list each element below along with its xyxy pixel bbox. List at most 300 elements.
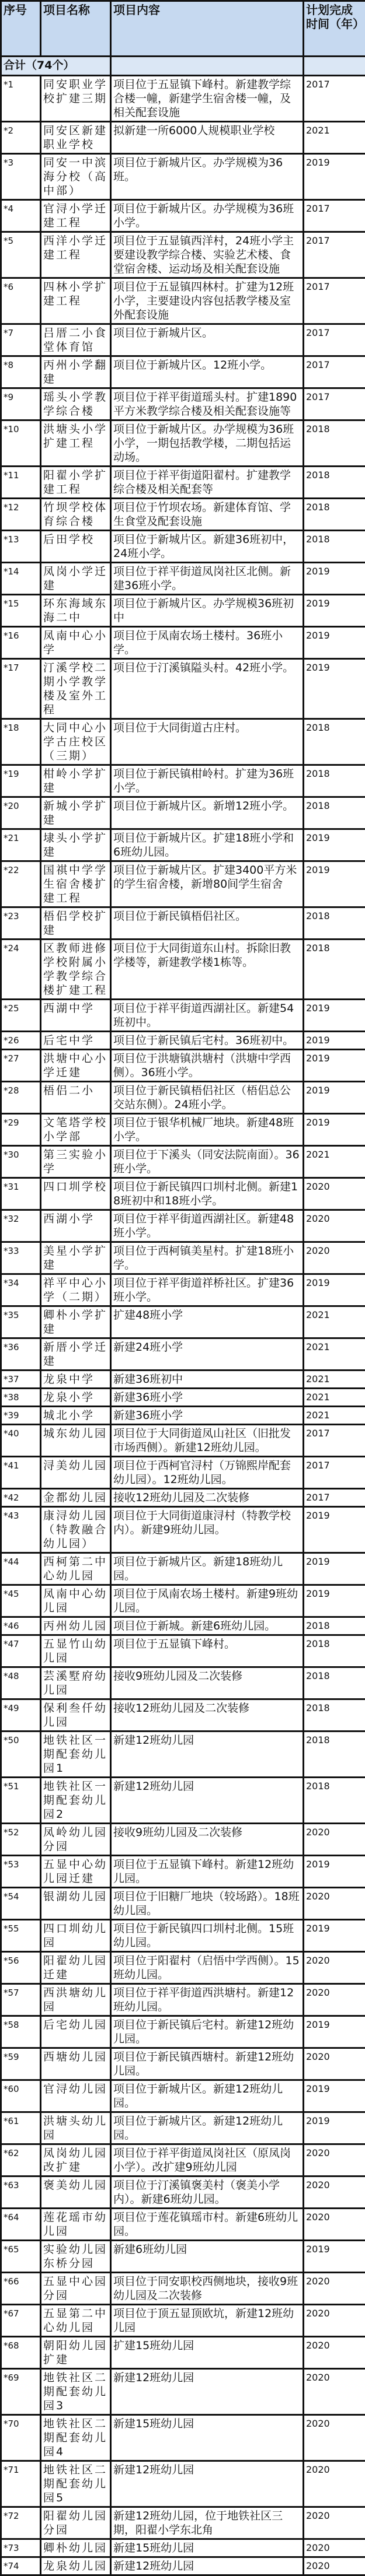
table-row <box>1 1984 365 2016</box>
cell-name: 莲花瑶市幼儿园 <box>41 2209 111 2241</box>
cell-content: 项目位于新城片区。新建12班幼儿园。 <box>111 2080 304 2112</box>
cell-no: *58 <box>1 2016 41 2048</box>
table-row <box>1 2273 365 2305</box>
table-row <box>1 1274 365 1306</box>
cell-year: 2020 <box>304 2507 365 2539</box>
cell-name: 西湖小学 <box>41 1210 111 1242</box>
cell-content: 项目位于祥平街道西湖社区。新建54班初中。 <box>111 1000 304 1032</box>
cell-name: 银湖幼儿园 <box>41 1888 111 1920</box>
cell-name: 环东海域东海二中 <box>41 595 111 627</box>
cell-no: *36 <box>1 1338 41 1371</box>
cell-name: 丙州小学翻建 <box>41 356 111 388</box>
cell-name: 四口圳幼儿园 <box>41 1920 111 1952</box>
cell-year: 2019 <box>304 1000 365 1032</box>
cell-year: 2020 <box>304 1178 365 1210</box>
cell-content: 项目位于五显镇四林村。扩建为12班小学，主要建设内容包括教学楼及室外配套设施 <box>111 278 304 324</box>
table-row <box>1 1082 365 1114</box>
cell-content: 新建12班幼儿园 <box>111 2369 304 2415</box>
table-row <box>1 1371 365 1389</box>
table-row <box>1 829 365 861</box>
cell-content: 项目位于祥平街道瑶头村。扩建1890平方米教学综合楼及相关配套设施等 <box>111 388 304 420</box>
cell-content: 接收12班幼儿园及二次装修 <box>111 1489 304 1507</box>
cell-year: 2019 <box>304 1553 365 1585</box>
table-row <box>1 2369 365 2415</box>
table-row <box>1 907 365 940</box>
table-row <box>1 2241 365 2273</box>
cell-no: *64 <box>1 2209 41 2241</box>
table-row <box>1 1032 365 1050</box>
cell-year: 2021 <box>304 1407 365 1425</box>
cell-no: *73 <box>1 2539 41 2557</box>
cell-no: *49 <box>1 1699 41 1732</box>
cell-year: 2017 <box>304 232 365 278</box>
cell-year: 2021 <box>304 1371 365 1389</box>
cell-content: 项目位于阳翟村（启悟中学西侧）。15班幼儿园。 <box>111 1952 304 1984</box>
cell-no: *7 <box>1 324 41 356</box>
cell-year: 2020 <box>304 2461 365 2507</box>
cell-year: 2019 <box>304 2112 365 2144</box>
cell-name: 柑岭小学扩建 <box>41 765 111 797</box>
cell-year: 2020 <box>304 2557 365 2575</box>
cell-content: 项目位于新城片区。办学规模为36班小学。 <box>111 200 304 232</box>
table-row <box>1 154 365 200</box>
cell-name: 阳翟小学扩建工程 <box>41 467 111 499</box>
cell-name: 同安一中滨海分校（高中部） <box>41 154 111 200</box>
cell-content: 项目位于新城片区。12班小学。 <box>111 356 304 388</box>
cell-content: 新建36班初中 <box>111 1371 304 1389</box>
cell-name: 褒美幼儿园 <box>41 2177 111 2209</box>
cell-year: 2019 <box>304 829 365 861</box>
cell-year: 2019 <box>304 1114 365 1146</box>
cell-content: 新建12班幼儿园，位于地铁社区三期，阳翟小学东北角 <box>111 2507 304 2539</box>
cell-content: 项目位于西柯镇美星村。扩建18班小学。 <box>111 1242 304 1274</box>
cell-no: *32 <box>1 1210 41 1242</box>
cell-name: 凤南中心幼儿园 <box>41 1585 111 1617</box>
cell-name: 大同中心小学古庄校区（三期） <box>41 719 111 765</box>
cell-name: 地铁社区二期配套幼儿园5 <box>41 2461 111 2507</box>
cell-no: *44 <box>1 1553 41 1585</box>
cell-name: 新厝小学迁建 <box>41 1338 111 1371</box>
cell-content: 新建36班小学 <box>111 1407 304 1425</box>
cell-content: 项目位于竹坝农场。新建体育馆、学生食堂及配套设施 <box>111 499 304 531</box>
cell-no: *67 <box>1 2305 41 2337</box>
table-row <box>1 2507 365 2539</box>
cell-year: 2017 <box>304 1425 365 1457</box>
cell-year: 2019 <box>304 1585 365 1617</box>
cell-no: *15 <box>1 595 41 627</box>
table-body <box>1 57 365 2575</box>
cell-year: 2019 <box>304 861 365 907</box>
cell-content: 项目位于银华机械厂地块。新建48班小学。 <box>111 1114 304 1146</box>
cell-no: *25 <box>1 1000 41 1032</box>
cell-name: 芸溪墅府幼儿园 <box>41 1667 111 1699</box>
cell-no: *20 <box>1 797 41 829</box>
cell-name: 洪塘中心小学迁建 <box>41 1050 111 1082</box>
cell-name: 后宅幼儿园 <box>41 2016 111 2048</box>
total-year <box>304 57 365 76</box>
cell-year: 2020 <box>304 2273 365 2305</box>
cell-no: *54 <box>1 1888 41 1920</box>
cell-year: 2018 <box>304 531 365 563</box>
cell-no: *69 <box>1 2369 41 2415</box>
cell-no: *70 <box>1 2415 41 2461</box>
cell-content: 项目位于凤南农场土楼村。36班小学。 <box>111 627 304 659</box>
cell-year: 2020 <box>304 2048 365 2080</box>
table-row <box>1 388 365 420</box>
table-row <box>1 200 365 232</box>
cell-name: 后田学校 <box>41 531 111 563</box>
table-row <box>1 1732 365 1778</box>
table-row <box>1 278 365 324</box>
cell-content: 项目位于新民镇梧侣社区（梧侣总公交站东侧）。24班小学。 <box>111 1082 304 1114</box>
table-row <box>1 499 365 531</box>
table-row <box>1 356 365 388</box>
cell-no: *27 <box>1 1050 41 1082</box>
table-row <box>1 2112 365 2144</box>
cell-name: 五显中心园分园 <box>41 2273 111 2305</box>
cell-content: 项目位于新城片区。扩建18班小学和6班幼儿园。 <box>111 829 304 861</box>
table-row <box>1 531 365 563</box>
cell-content: 项目位于旧糖厂地块（较场路）。18班幼儿园。 <box>111 1888 304 1920</box>
cell-no: *29 <box>1 1114 41 1146</box>
cell-content: 项目位于新民镇柑岭村。扩建为36班小学。 <box>111 765 304 797</box>
table-row <box>1 232 365 278</box>
total-label: 合计（74个） <box>1 57 111 76</box>
cell-year: 2019 <box>304 1856 365 1888</box>
total-content <box>111 57 304 76</box>
cell-year: 2018 <box>304 499 365 531</box>
cell-no: *2 <box>1 122 41 154</box>
cell-no: *17 <box>1 659 41 719</box>
cell-content: 项目位于新城片区。办学规模为36班。 <box>111 154 304 200</box>
cell-content: 项目位于新民镇四口圳村北侧。新建18班初中和18班小学。 <box>111 1178 304 1210</box>
cell-content: 项目位于汀溪镇隘头村。42班小学。 <box>111 659 304 719</box>
cell-no: *66 <box>1 2273 41 2305</box>
cell-name: 四林小学扩建工程 <box>41 278 111 324</box>
cell-name: 五显第二中心幼儿园 <box>41 2305 111 2337</box>
cell-year: 2017 <box>304 76 365 122</box>
cell-no: *30 <box>1 1146 41 1178</box>
cell-year: 2021 <box>304 1389 365 1407</box>
cell-name: 同安区新建职业学校 <box>41 122 111 154</box>
cell-no: *16 <box>1 627 41 659</box>
cell-name: 官浔幼儿园 <box>41 2080 111 2112</box>
table-row <box>1 940 365 1000</box>
cell-no: *62 <box>1 2144 41 2177</box>
cell-name: 龙泉小学 <box>41 1389 111 1407</box>
cell-name: 同安职业学校扩建三期 <box>41 76 111 122</box>
cell-content: 项目位于祥平街道凤岗社区（原凤岗小学）。改扩建9班幼儿园 <box>111 2144 304 2177</box>
cell-name: 汀溪学校二期小学教学楼及室外工程 <box>41 659 111 719</box>
cell-name: 地铁社区一期配套幼儿园1 <box>41 1732 111 1778</box>
cell-content: 项目位于同安职校西侧地块，接收9班幼儿园及二次装修 <box>111 2273 304 2305</box>
table-row <box>1 2539 365 2557</box>
cell-content: 项目位于新民镇梧侣社区。 <box>111 907 304 940</box>
cell-no: *41 <box>1 1457 41 1489</box>
table-row <box>1 627 365 659</box>
cell-year: 2019 <box>304 563 365 595</box>
cell-no: *74 <box>1 2557 41 2575</box>
table-row <box>1 2080 365 2112</box>
table-row <box>1 1389 365 1407</box>
cell-year: 2021 <box>304 1306 365 1338</box>
table-row <box>1 1856 365 1888</box>
cell-year: 2018 <box>304 1617 365 1635</box>
cell-no: *1 <box>1 76 41 122</box>
cell-no: *18 <box>1 719 41 765</box>
cell-no: *45 <box>1 1585 41 1617</box>
cell-content: 新建24班小学 <box>111 1338 304 1371</box>
cell-content: 项目位于新城片区。新增12班小学。 <box>111 797 304 829</box>
cell-content: 新建12班幼儿园 <box>111 1732 304 1778</box>
cell-no: *14 <box>1 563 41 595</box>
cell-name: 美星小学扩建 <box>41 1242 111 1274</box>
cell-name: 丙州幼儿园 <box>41 1617 111 1635</box>
table-row <box>1 2144 365 2177</box>
table-row <box>1 595 365 627</box>
cell-name: 吕厝二小食堂体育馆 <box>41 324 111 356</box>
cell-year: 2020 <box>304 1952 365 1984</box>
cell-no: *8 <box>1 356 41 388</box>
cell-name: 官浔小学迁建工程 <box>41 200 111 232</box>
cell-content: 项目位于新城片区。新建12班幼儿园。 <box>111 2112 304 2144</box>
cell-name: 国祺中学学生宿舍楼扩建工程 <box>41 861 111 907</box>
cell-name: 区教师进修学校附属小学教学综合楼扩建工程 <box>41 940 111 1000</box>
cell-no: *68 <box>1 2337 41 2369</box>
cell-content: 项目位于新城片区。新建18班幼儿园。 <box>111 1553 304 1585</box>
cell-year: 2019 <box>304 659 365 719</box>
cell-name: 地铁社区一期配套幼儿园2 <box>41 1778 111 1824</box>
table-row <box>1 659 365 719</box>
cell-year: 2019 <box>304 1050 365 1082</box>
cell-year: 2020 <box>304 2415 365 2461</box>
cell-no: *51 <box>1 1778 41 1824</box>
cell-year: 2018 <box>304 1635 365 1667</box>
cell-name: 实验幼儿园东桥分园 <box>41 2241 111 2273</box>
cell-name: 地铁社区二期配套幼儿园4 <box>41 2415 111 2461</box>
cell-content: 扩建48班小学 <box>111 1306 304 1338</box>
table-row <box>1 563 365 595</box>
table-row <box>1 1553 365 1585</box>
cell-no: *9 <box>1 388 41 420</box>
table-row <box>1 2016 365 2048</box>
cell-content: 项目位于五显镇下峰村。 <box>111 1635 304 1667</box>
cell-no: *56 <box>1 1952 41 1984</box>
cell-no: *37 <box>1 1371 41 1389</box>
cell-name: 瑶头小学教学综合楼 <box>41 388 111 420</box>
cell-content: 新建36班小学 <box>111 1389 304 1407</box>
cell-name: 西洪塘幼儿园 <box>41 1984 111 2016</box>
cell-year: 2019 <box>304 627 365 659</box>
cell-name: 西湖中学 <box>41 1000 111 1032</box>
cell-no: *53 <box>1 1856 41 1888</box>
cell-no: *65 <box>1 2241 41 2273</box>
cell-content: 扩建15班幼儿园 <box>111 2337 304 2369</box>
cell-year: 2017 <box>304 1457 365 1489</box>
cell-year: 2019 <box>304 1082 365 1114</box>
cell-content: 新建15班幼儿园 <box>111 2539 304 2557</box>
cell-no: *24 <box>1 940 41 1000</box>
cell-name: 保利叁仟幼儿园 <box>41 1699 111 1732</box>
cell-content: 项目位于西柯官浔村（万锦熙岸配套幼儿园）。12班幼儿园。 <box>111 1457 304 1489</box>
cell-name: 五显竹山幼儿园 <box>41 1635 111 1667</box>
cell-name: 埭头小学扩建 <box>41 829 111 861</box>
cell-no: *60 <box>1 2080 41 2112</box>
cell-content: 项目位于大同街道康浔村（特教学校内）。新建9班幼儿园。 <box>111 1507 304 1553</box>
cell-year: 2020 <box>304 1242 365 1274</box>
cell-content: 项目位于祥平街道西洪塘村。新建12班幼儿园。 <box>111 1984 304 2016</box>
cell-year: 2020 <box>304 2369 365 2415</box>
table-row <box>1 1242 365 1274</box>
cell-no: *3 <box>1 154 41 200</box>
cell-content: 项目位于新城片区。 <box>111 324 304 356</box>
cell-no: *19 <box>1 765 41 797</box>
table-row <box>1 122 365 154</box>
table-row <box>1 1699 365 1732</box>
cell-name: 西洋小学迁建工程 <box>41 232 111 278</box>
cell-no: *34 <box>1 1274 41 1306</box>
cell-content: 项目位于新民镇后宅村。新建12班幼儿园。 <box>111 2016 304 2048</box>
cell-content: 项目位于凤南农场土楼村。新建9班幼儿园。 <box>111 1585 304 1617</box>
cell-content: 项目位于莲花镇瑶市村。新建6班幼儿园。 <box>111 2209 304 2241</box>
cell-name: 后宅中学 <box>41 1032 111 1050</box>
cell-year: 2021 <box>304 1338 365 1371</box>
cell-content: 项目位于新城。新建6班幼儿园。 <box>111 1617 304 1635</box>
cell-no: *43 <box>1 1507 41 1553</box>
cell-year: 2019 <box>304 2016 365 2048</box>
cell-year: 2018 <box>304 719 365 765</box>
cell-year: 2019 <box>304 595 365 627</box>
cell-no: *61 <box>1 2112 41 2144</box>
cell-content: 项目位于新城片区。办学规模36班初中 <box>111 595 304 627</box>
cell-year: 2020 <box>304 1888 365 1920</box>
cell-year: 2020 <box>304 2177 365 2209</box>
cell-name: 西塘幼儿园 <box>41 2048 111 2080</box>
cell-no: *46 <box>1 1617 41 1635</box>
cell-content: 项目位于新民镇西塘村。新建12班幼儿园。 <box>111 2048 304 2080</box>
header-no: 序号 <box>1 1 41 57</box>
table-row <box>1 765 365 797</box>
table-row <box>1 1000 365 1032</box>
cell-name: 城北小学 <box>41 1407 111 1425</box>
cell-content: 项目位于下溪头（同安法院南面）。36班小学。 <box>111 1146 304 1178</box>
cell-year: 2017 <box>304 388 365 420</box>
cell-name: 五显中心幼儿园迁建 <box>41 1856 111 1888</box>
table-row <box>1 2209 365 2241</box>
cell-name: 四口圳学校 <box>41 1178 111 1210</box>
cell-content: 项目位于新民镇后宅村。36班初中。 <box>111 1032 304 1050</box>
cell-name: 龙泉中学 <box>41 1371 111 1389</box>
cell-name: 洪塘头小学扩建工程 <box>41 420 111 467</box>
header-name: 项目名称 <box>41 1 111 57</box>
table-row <box>1 2305 365 2337</box>
cell-year: 2018 <box>304 1667 365 1699</box>
cell-no: *59 <box>1 2048 41 2080</box>
table-row <box>1 2337 365 2369</box>
table-row <box>1 1146 365 1178</box>
table-header <box>1 1 365 57</box>
cell-year: 2019 <box>304 154 365 200</box>
table-row <box>1 1617 365 1635</box>
cell-year: 2017 <box>304 356 365 388</box>
table-row <box>1 861 365 907</box>
table-row <box>1 1635 365 1667</box>
cell-name: 阳翟幼儿园分园 <box>41 2507 111 2539</box>
cell-year: 2020 <box>304 1824 365 1856</box>
cell-no: *50 <box>1 1732 41 1778</box>
cell-no: *55 <box>1 1920 41 1952</box>
cell-no: *57 <box>1 1984 41 2016</box>
table-row <box>1 2557 365 2575</box>
cell-content: 新建6班幼儿园 <box>111 2241 304 2273</box>
cell-no: *23 <box>1 907 41 940</box>
table-row <box>1 467 365 499</box>
cell-name: 竹坝学校体育综合楼 <box>41 499 111 531</box>
cell-year: 2017 <box>304 324 365 356</box>
cell-content: 项目位于大同街道凤山社区（旧批发市场西侧）。新建12班幼儿园。 <box>111 1425 304 1457</box>
table-row <box>1 1425 365 1457</box>
table-row <box>1 76 365 122</box>
cell-content: 项目位于汀溪镇褒美村（褒美小学内）。新建6班幼儿园。 <box>111 2177 304 2209</box>
cell-no: *35 <box>1 1306 41 1338</box>
cell-name: 祥平中心小学（二期） <box>41 1274 111 1306</box>
table-row <box>1 1050 365 1082</box>
cell-no: *52 <box>1 1824 41 1856</box>
cell-content: 新建15班幼儿园 <box>111 2415 304 2461</box>
cell-name: 凤岗小学迁建 <box>41 563 111 595</box>
cell-year: 2019 <box>304 2241 365 2273</box>
total-row <box>1 57 365 76</box>
cell-no: *21 <box>1 829 41 861</box>
cell-no: *12 <box>1 499 41 531</box>
cell-no: *13 <box>1 531 41 563</box>
table-row <box>1 1178 365 1210</box>
cell-year: 2017 <box>304 278 365 324</box>
table-row <box>1 1210 365 1242</box>
cell-content: 新建12班幼儿园 <box>111 2461 304 2507</box>
cell-no: *22 <box>1 861 41 907</box>
cell-no: *11 <box>1 467 41 499</box>
cell-name: 西柯第二中心幼儿园 <box>41 1553 111 1585</box>
cell-year: 2018 <box>304 765 365 797</box>
cell-no: *33 <box>1 1242 41 1274</box>
cell-content: 项目位于祥平街道阳翟村。扩建教学综合楼及相关配套等 <box>111 467 304 499</box>
cell-name: 城东幼儿园 <box>41 1425 111 1457</box>
cell-name: 凤岗幼儿园改扩建 <box>41 2144 111 2177</box>
cell-year: 2019 <box>304 1507 365 1553</box>
table-row <box>1 1306 365 1338</box>
cell-no: *38 <box>1 1389 41 1407</box>
cell-name: 金都幼儿园 <box>41 1489 111 1507</box>
cell-year: 2020 <box>304 2337 365 2369</box>
cell-content: 项目位于五显镇下峰村。新建12班幼儿园。 <box>111 1856 304 1888</box>
cell-no: *72 <box>1 2507 41 2539</box>
cell-no: *39 <box>1 1407 41 1425</box>
cell-content: 项目位于新城片区。新建36班初中，24班小学。 <box>111 531 304 563</box>
cell-no: *42 <box>1 1489 41 1507</box>
cell-no: *4 <box>1 200 41 232</box>
cell-name: 阳翟幼儿园迁建 <box>41 1952 111 1984</box>
table-row <box>1 1952 365 1984</box>
table-row <box>1 1888 365 1920</box>
cell-content: 接收9班幼儿园及二次装修 <box>111 1667 304 1699</box>
cell-content: 项目位于祥平街道祥桥社区。扩建36班小学。 <box>111 1274 304 1306</box>
cell-name: 龙泉幼儿园 <box>41 2557 111 2575</box>
cell-year: 2019 <box>304 1274 365 1306</box>
cell-content: 新建12班幼儿园 <box>111 1778 304 1824</box>
table-row <box>1 324 365 356</box>
table-row <box>1 1778 365 1824</box>
